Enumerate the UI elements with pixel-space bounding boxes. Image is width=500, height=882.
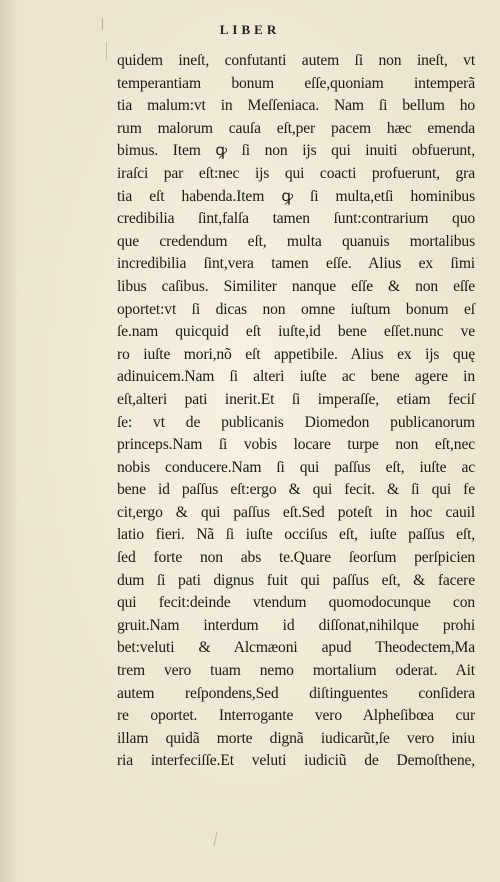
text-line: oportet:vt ſi dicas non omne iuſtum bonum eſ [117,300,475,318]
text-line: bet:veluti & Alcmæoni apud Theodectem,Ma [117,639,475,657]
text-line: tia malum:vt in Meſſeniaca. Nam ſi bellum ho [117,97,475,115]
text-line: latio fieri. Nã ſi iuſte occiſus eſt, iuſte paſſus eſt, [117,526,475,544]
text-line: qui fecit:deinde vtendum quomodocunque con [117,594,475,612]
margin-mark [214,832,218,846]
gutter-shadow [0,0,18,882]
text-line: trem vero tuam nemo mortalium oderat. Ait [117,662,475,680]
text-line: quidem ineſt, confutanti autem ſi non ineſt, vt [117,52,475,69]
text-line: adinuicem.Nam ſi alteri iuſte ac bene agere in [117,368,475,386]
text-line: ro iuſte mori,nõ eſt appetibile. Alius ex ijs quę [117,345,475,363]
text-line: rum malorum cauſa eſt,per pacem hæc emenda [117,119,475,137]
text-line: princeps.Nam ſi vobis locare turpe non eſt,nec [117,436,475,454]
text-line: eſt,alteri pati inerit.Et ſi imperaſſe, etiam feciſ [117,390,475,408]
text-line: que credendum eſt, multa quanuis mortalibus [117,232,475,250]
text-line: re oportet. Interrogante vero Alpheſibœa cur [117,707,475,725]
text-column [117,50,475,773]
text-line: bimus. Item ꝙ ſi non ijs qui inuiti obfuerunt, [117,142,475,160]
text-line: iraſci par eſt:nec ijs qui coacti profuerunt, gra [117,164,475,182]
text-line: autem reſpondens,Sed diſtinguentes conſidera [117,684,475,702]
text-line: temperantiam bonum eſſe,quoniam intemperã [117,74,475,92]
text-line: ſe.nam quicquid eſt iuſte,id bene eſſet.nunc ve [117,323,475,341]
text-line: libus caſibus. Similiter nanque eſſe & non eſſe [117,277,475,295]
text-line: dum ſi pati dignus fuit qui paſſus eſt, & facere [117,571,475,589]
text-line: ſed forte non abs te.Quare ſeorſum perſpicien [117,549,475,567]
text-line: illam quidã morte dignã iudicarũt,ſe vero iniu [117,729,475,747]
text-line: cit,ergo & qui paſſus eſt.Sed poteſt in hoc cauil [117,503,475,521]
text-line: tia eſt habenda.Item ꝙ ſi multa,etſi hominibus [117,187,475,205]
text-line: ria interfeciſſe.Et veluti iudiciũ de Demoſthene, [117,752,475,770]
text-line: nobis conducere.Nam ſi qui paſſus eſt, iuſte ac [117,458,475,476]
text-line: bene id paſſus eſt:ergo & qui fecit. & ſi qui fe [117,481,475,499]
text-line: ſe: vt de publicanis Diomedon publicanorum [117,413,475,431]
text-line: gruit.Nam interdum id diſſonat,nihilque prohi [117,616,475,634]
text-line: incredibilia ſint,vera tamen eſſe. Alius ex ſimi [117,255,475,273]
text-line: credibilia ſint,falſa tamen ſunt:contrarium quo [117,210,475,228]
running-head: LIBER [219,22,281,37]
margin-mark [106,42,107,60]
